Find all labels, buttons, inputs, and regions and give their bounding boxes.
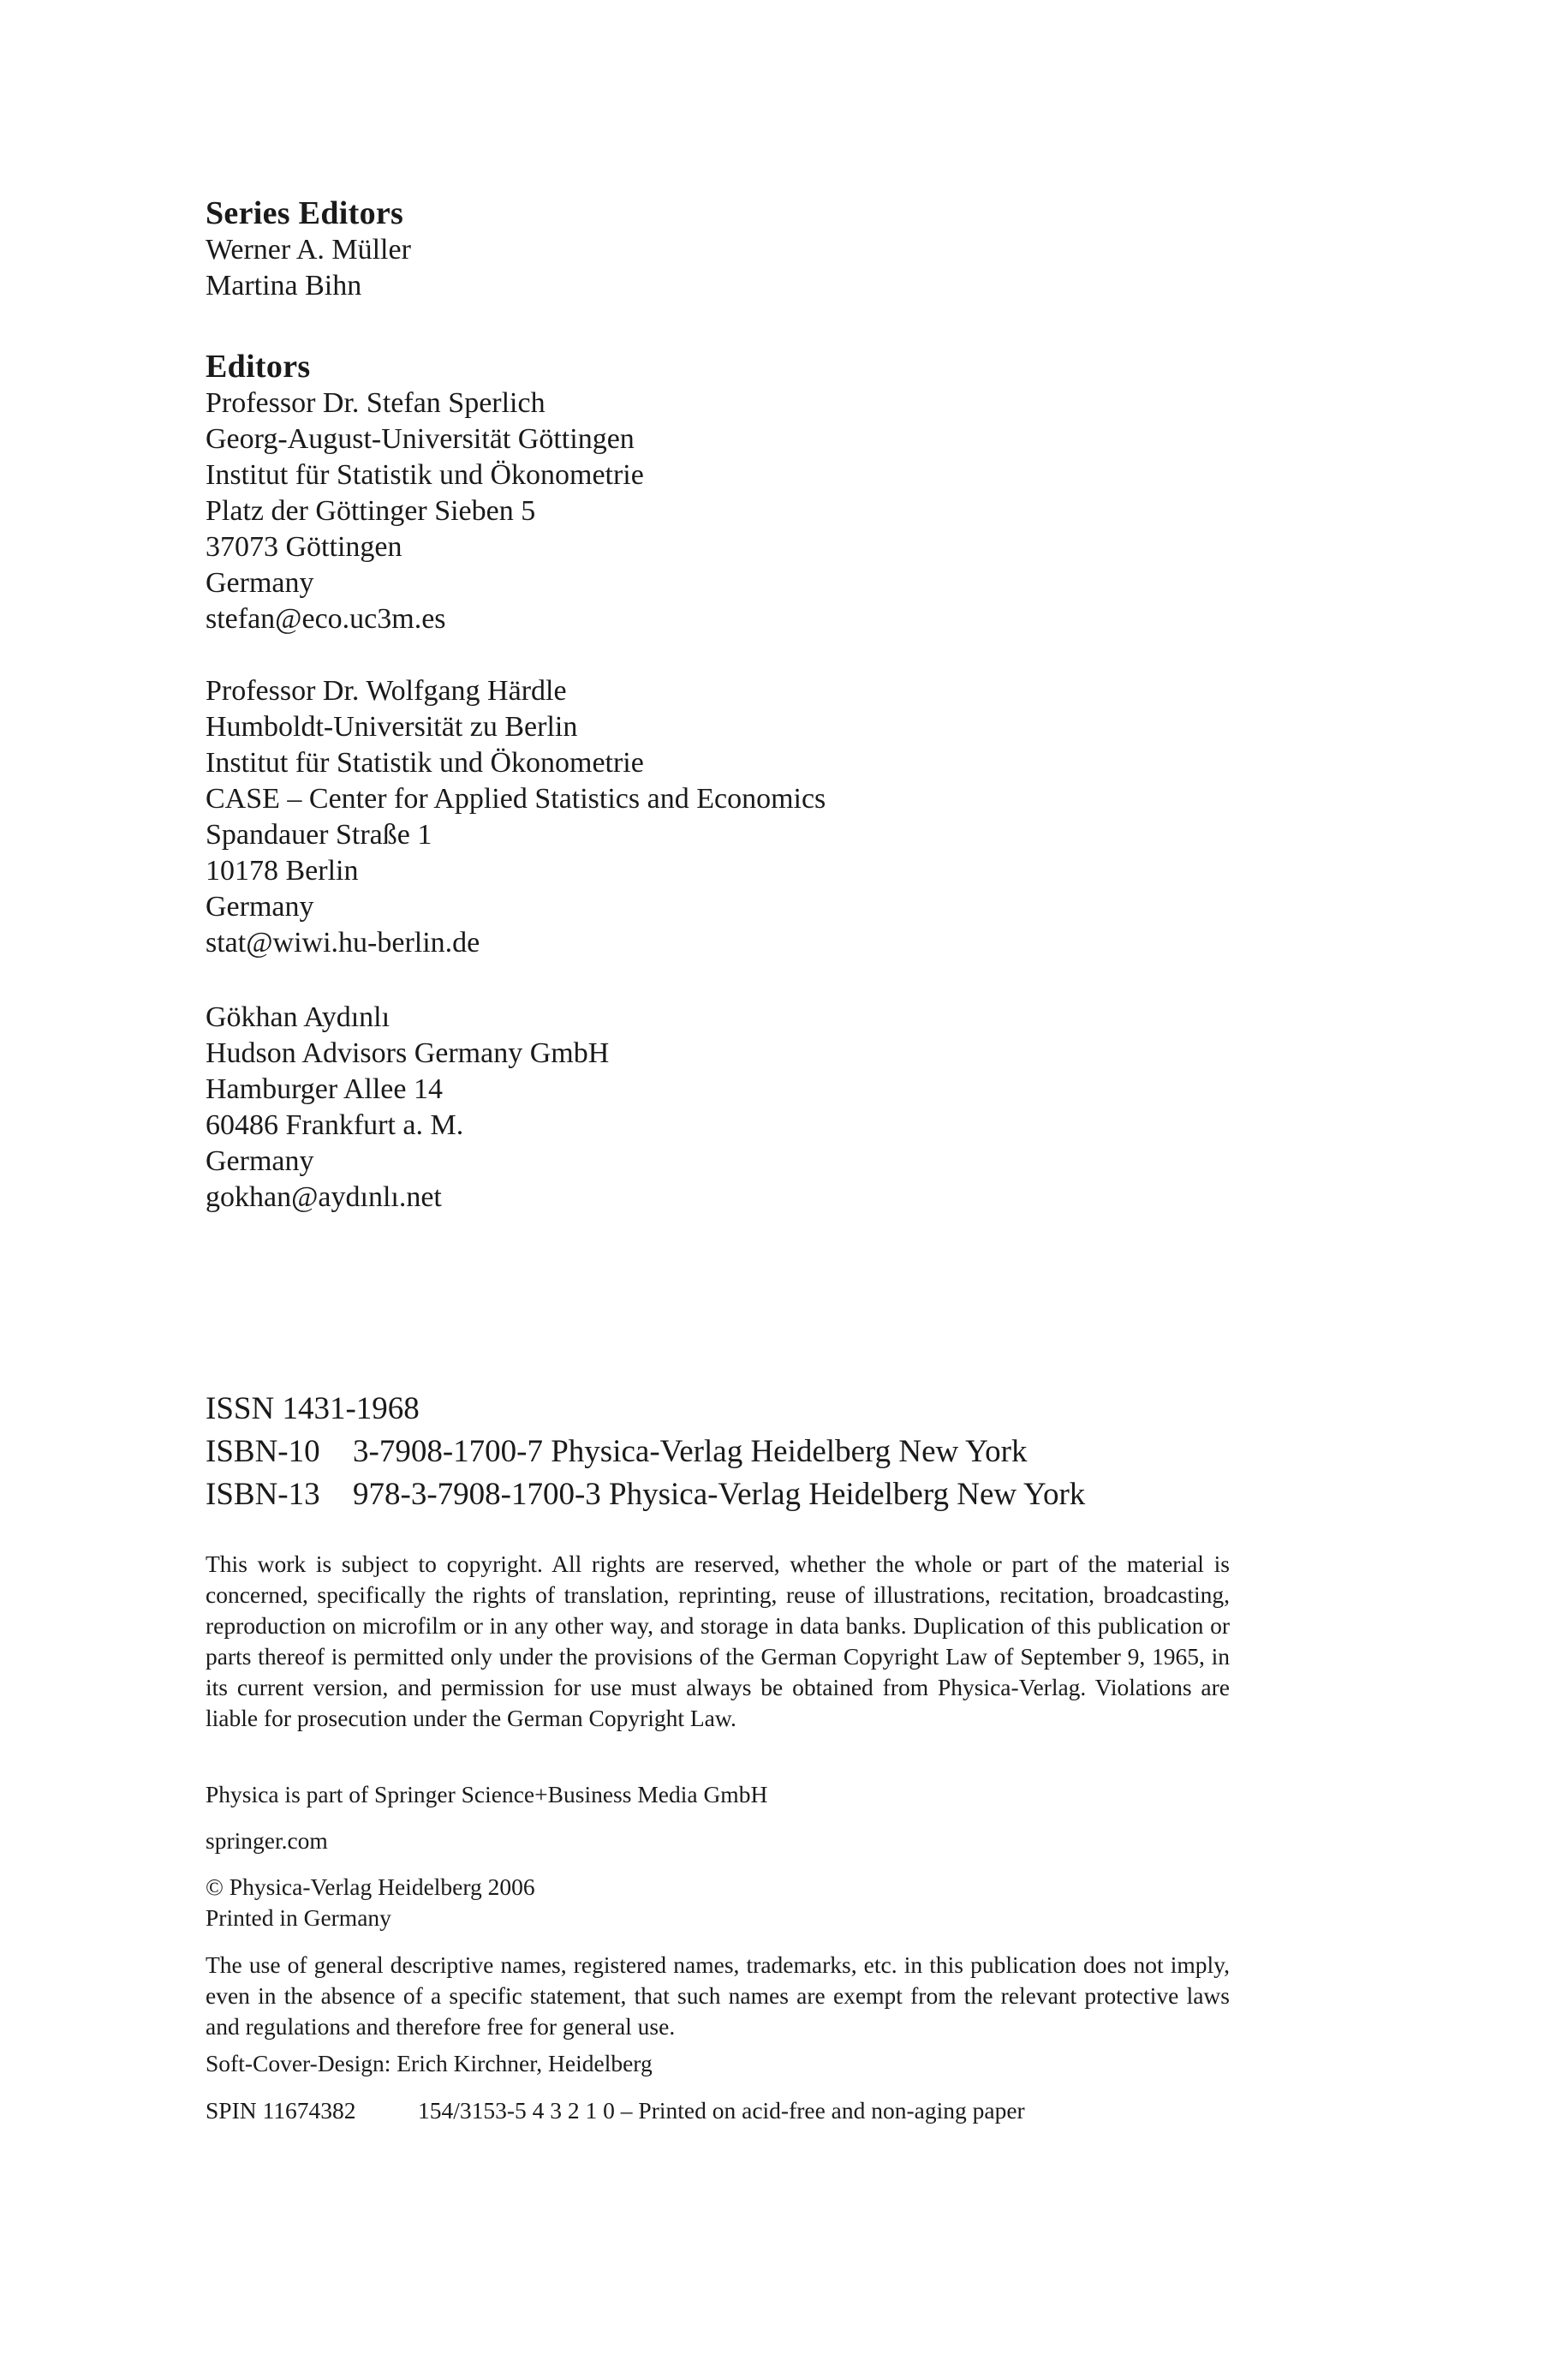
series-editor-name: Werner A. Müller xyxy=(206,234,411,266)
isbn-13-row xyxy=(206,1473,1319,1516)
editor-line: CASE – Center for Applied Statistics and Economics xyxy=(206,783,826,815)
isbn-10-row xyxy=(206,1431,1319,1473)
editor-line: Germany xyxy=(206,891,314,923)
editor-line: Gökhan Aydınlı xyxy=(206,1001,391,1033)
editor-line: Institut für Statistik und Ökonometrie xyxy=(206,747,644,779)
editor-line: Spandauer Straße 1 xyxy=(206,819,432,851)
print-info: 154/3153-5 4 3 2 1 0 – Printed on acid-free and non-aging paper xyxy=(418,2097,1025,2124)
editor-line: Georg-August-Universität Göttingen xyxy=(206,423,635,455)
trademark-notice-block xyxy=(206,1950,1319,2042)
editor-email: stat@wiwi.hu-berlin.de xyxy=(206,927,480,959)
editors-heading: Editors xyxy=(206,349,311,385)
printed-in: Printed in Germany xyxy=(206,1904,391,1931)
series-editors-heading: Series Editors xyxy=(206,195,404,231)
publisher-website: springer.com xyxy=(206,1827,328,1854)
editors-section xyxy=(206,348,1319,637)
editor-email: gokhan@aydınlı.net xyxy=(206,1181,442,1213)
editor-haerdle-address xyxy=(206,673,1319,961)
isbn-13-value: 978-3-7908-1700-3 Physica-Verlag Heidelberg New York xyxy=(353,1477,1086,1512)
copyright-line-block xyxy=(206,1872,1319,1933)
editor-line: Germany xyxy=(206,1145,314,1177)
editor-aydinli-address xyxy=(206,1000,1319,1216)
editor-line: Hudson Advisors Germany GmbH xyxy=(206,1037,610,1069)
cover-design: Soft-Cover-Design: Erich Kirchner, Heidelberg xyxy=(206,2050,653,2076)
editor-sperlich-address xyxy=(206,385,1319,637)
trademark-notice: The use of general descriptive names, registered names, trademarks, etc. in this publication does not imply, even in the absence of a specific statement, that such names are exempt from the relevant protective laws and regulations and therefore free for general use. xyxy=(206,1951,1230,2040)
series-editors-section xyxy=(206,194,1319,304)
publisher-note-block xyxy=(206,1779,1319,1810)
copyright-notice-block xyxy=(206,1549,1319,1734)
identifiers-section xyxy=(206,1388,1319,1516)
spin-row xyxy=(206,2095,1319,2126)
editor-line: Hamburger Allee 14 xyxy=(206,1073,443,1105)
editor-line: Professor Dr. Wolfgang Härdle xyxy=(206,675,567,707)
issn: ISSN 1431-1968 xyxy=(206,1391,420,1426)
editor-line: 10178 Berlin xyxy=(206,855,359,887)
publisher-note: Physica is part of Springer Science+Business Media GmbH xyxy=(206,1781,768,1807)
website-block xyxy=(206,1825,1319,1856)
editor-email: stefan@eco.uc3m.es xyxy=(206,603,446,635)
copyright-line: © Physica-Verlag Heidelberg 2006 xyxy=(206,1873,535,1900)
editor-line: Institut für Statistik und Ökonometrie xyxy=(206,459,644,491)
editor-line: Platz der Göttinger Sieben 5 xyxy=(206,495,536,527)
isbn-10-label: ISBN-10 xyxy=(206,1434,320,1469)
cover-design-block xyxy=(206,2048,1319,2079)
copyright-notice: This work is subject to copyright. All rights are reserved, whether the whole or part of the material is concerned, specifically the rights of translation, reprinting, reuse of illustrations, recitation, broadcasting, reproduction on microfilm or in any other way, and storage in data banks. Duplication of this publication or parts thereof is permitted only under the provisions of the German Copyright Law of September 9, 1965, in its current version, and permission for use must always be obtained from Physica-Verlag. Violations are liable for prosecution under the German Copyright Law. xyxy=(206,1550,1230,1731)
isbn-13-label: ISBN-13 xyxy=(206,1477,320,1512)
editor-line: Germany xyxy=(206,567,314,599)
spin-block xyxy=(206,2095,1319,2126)
editor-line: 60486 Frankfurt a. M. xyxy=(206,1109,464,1141)
editor-line: Humboldt-Universität zu Berlin xyxy=(206,711,578,743)
series-editor-name: Martina Bihn xyxy=(206,270,362,302)
isbn-10-value: 3-7908-1700-7 Physica-Verlag Heidelberg New York xyxy=(353,1434,1028,1469)
editor-line: Professor Dr. Stefan Sperlich xyxy=(206,387,546,419)
spin-number: SPIN 11674382 xyxy=(206,2097,356,2124)
editor-line: 37073 Göttingen xyxy=(206,531,402,563)
